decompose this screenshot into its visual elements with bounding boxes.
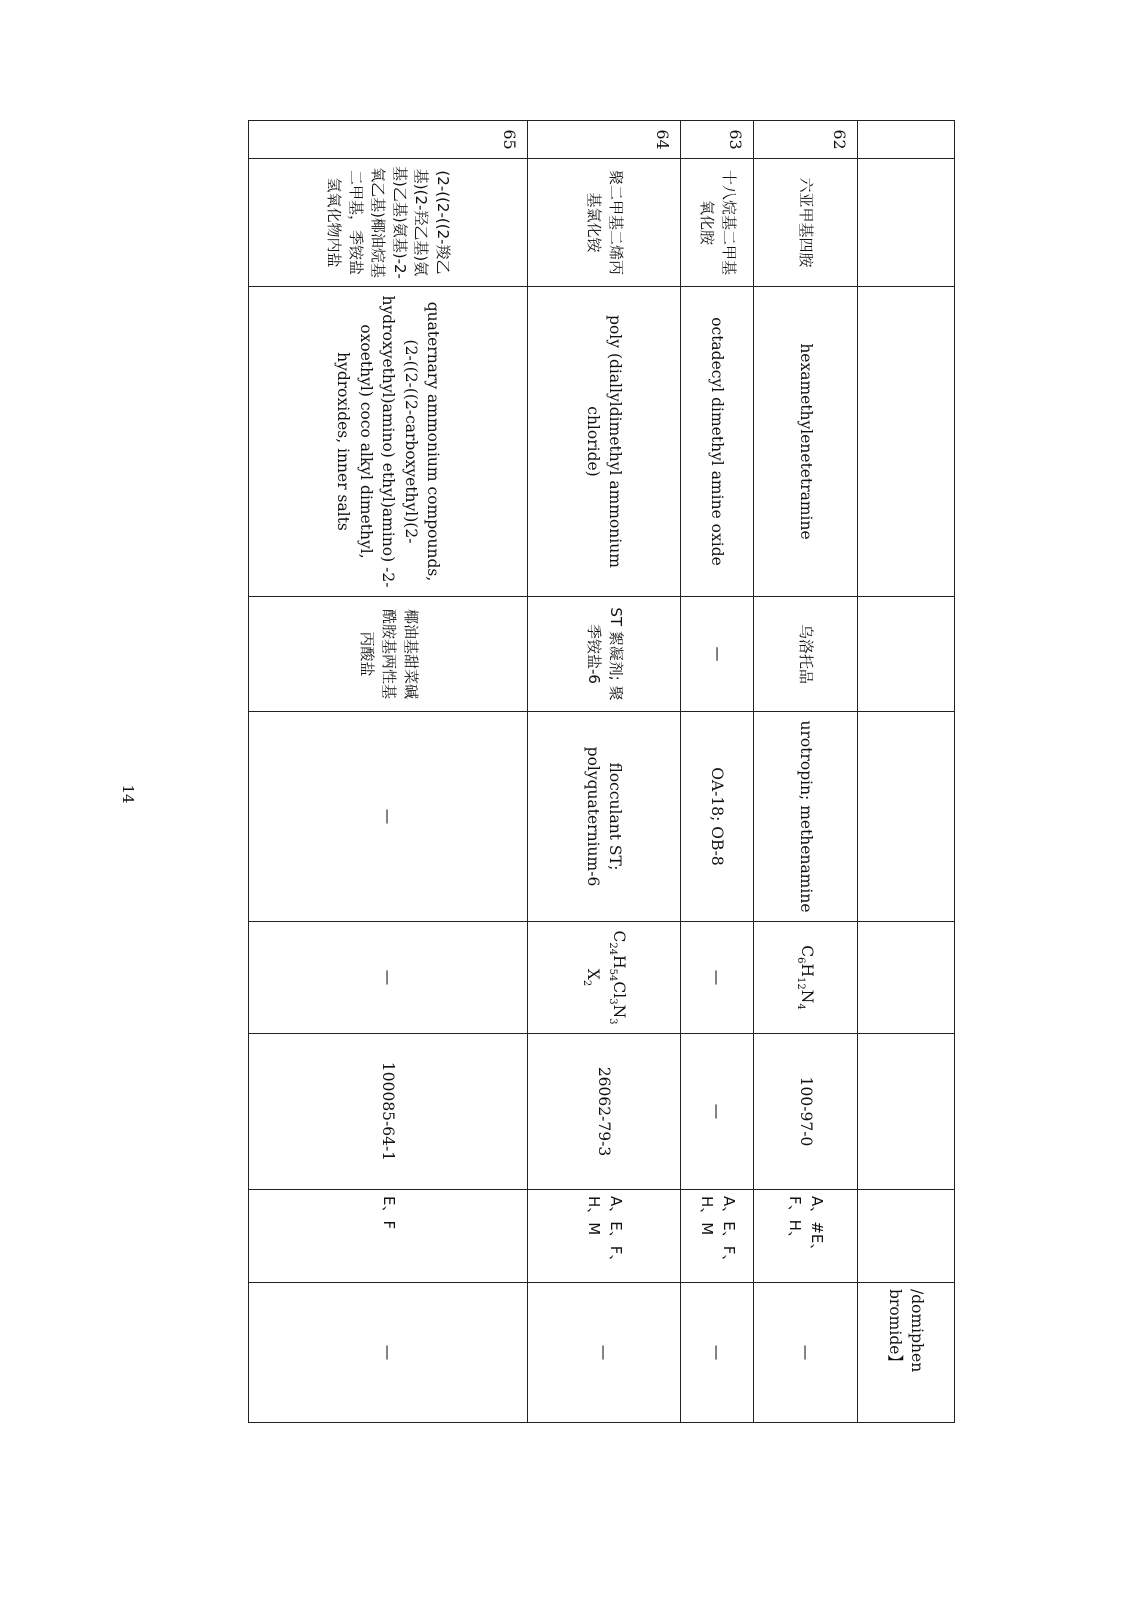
cell-empty bbox=[858, 1190, 955, 1283]
rotated-table bbox=[249, 120, 955, 1422]
english-name: octadecyl dimethyl amine oxide bbox=[681, 287, 754, 597]
chinese-alias: — bbox=[681, 597, 754, 712]
english-alias: — bbox=[249, 712, 528, 922]
remark: — bbox=[754, 1283, 858, 1423]
remark: — bbox=[249, 1283, 528, 1423]
cas-number: 100-97-0 bbox=[754, 1034, 858, 1190]
table-row bbox=[249, 121, 528, 1423]
cas-number: — bbox=[681, 1034, 754, 1190]
chinese-name: (2-((2-((2-羧乙基)(2-羟乙基)氨基)乙基)氨基)-2-氧乙基)椰油烷基二甲基，季铵盐氢氧化物内盐 bbox=[249, 159, 528, 287]
cell-carryover-text: /domiphen bromide】 bbox=[858, 1283, 955, 1423]
table-row bbox=[681, 121, 754, 1423]
table-row-carryover bbox=[858, 121, 955, 1423]
table-row bbox=[528, 121, 681, 1423]
cas-number: 100085-64-1 bbox=[249, 1034, 528, 1190]
molecular-formula: $C_6H_{12}N_4$ bbox=[754, 922, 858, 1034]
molecular-formula: — bbox=[249, 922, 528, 1034]
cell-empty bbox=[858, 121, 955, 159]
cell-empty bbox=[858, 712, 955, 922]
cell-empty bbox=[858, 287, 955, 597]
category: E、F bbox=[249, 1190, 528, 1283]
molecular-formula: $C_{24}H_{54}Cl_3N_3$ $X_2$ bbox=[528, 922, 681, 1034]
english-name: poly (diallyldimethyl ammonium chloride) bbox=[528, 287, 681, 597]
english-name: hexamethylenetetramine bbox=[754, 287, 858, 597]
category: A、#E、F、H、 bbox=[754, 1190, 858, 1283]
chinese-alias: 椰油基甜菜碱酰胺基两性基丙酸盐 bbox=[249, 597, 528, 712]
remark: — bbox=[528, 1283, 681, 1423]
chinese-alias: ST 絮凝剂; 聚季铵盐-6 bbox=[528, 597, 681, 712]
page-number: 14 bbox=[119, 784, 137, 804]
chinese-alias: 乌洛托品 bbox=[754, 597, 858, 712]
cas-number: 26062-79-3 bbox=[528, 1034, 681, 1190]
cell-empty bbox=[858, 922, 955, 1034]
cell-empty bbox=[858, 597, 955, 712]
molecular-formula: — bbox=[681, 922, 754, 1034]
chinese-name: 聚二甲基二烯丙基氯化铵 bbox=[528, 159, 681, 287]
chinese-name: 十八烷基二甲基氧化胺 bbox=[681, 159, 754, 287]
row-number: 63 bbox=[681, 121, 754, 159]
category: A、E、F、H、M bbox=[528, 1190, 681, 1283]
cell-empty bbox=[858, 1034, 955, 1190]
category: A、E、F、H、M bbox=[681, 1190, 754, 1283]
english-name: quaternary ammonium compounds, (2-((2-((2-carboxyethyl)(2-hydroxyethyl)amino) ethyl)amino) -2-oxoethyl) coco alkyl dimethyl, hydroxides, inner salts bbox=[249, 287, 528, 597]
english-alias: flocculant ST; polyquaternium-6 bbox=[528, 712, 681, 922]
row-number: 65 bbox=[249, 121, 528, 159]
row-number: 64 bbox=[528, 121, 681, 159]
english-alias: OA-18; OB-8 bbox=[681, 712, 754, 922]
chemical-table bbox=[248, 120, 955, 1423]
remark: — bbox=[681, 1283, 754, 1423]
english-alias: urotropin; methenamine bbox=[754, 712, 858, 922]
table-row bbox=[754, 121, 858, 1423]
cell-empty bbox=[858, 159, 955, 287]
row-number: 62 bbox=[754, 121, 858, 159]
chinese-name: 六亚甲基四胺 bbox=[754, 159, 858, 287]
